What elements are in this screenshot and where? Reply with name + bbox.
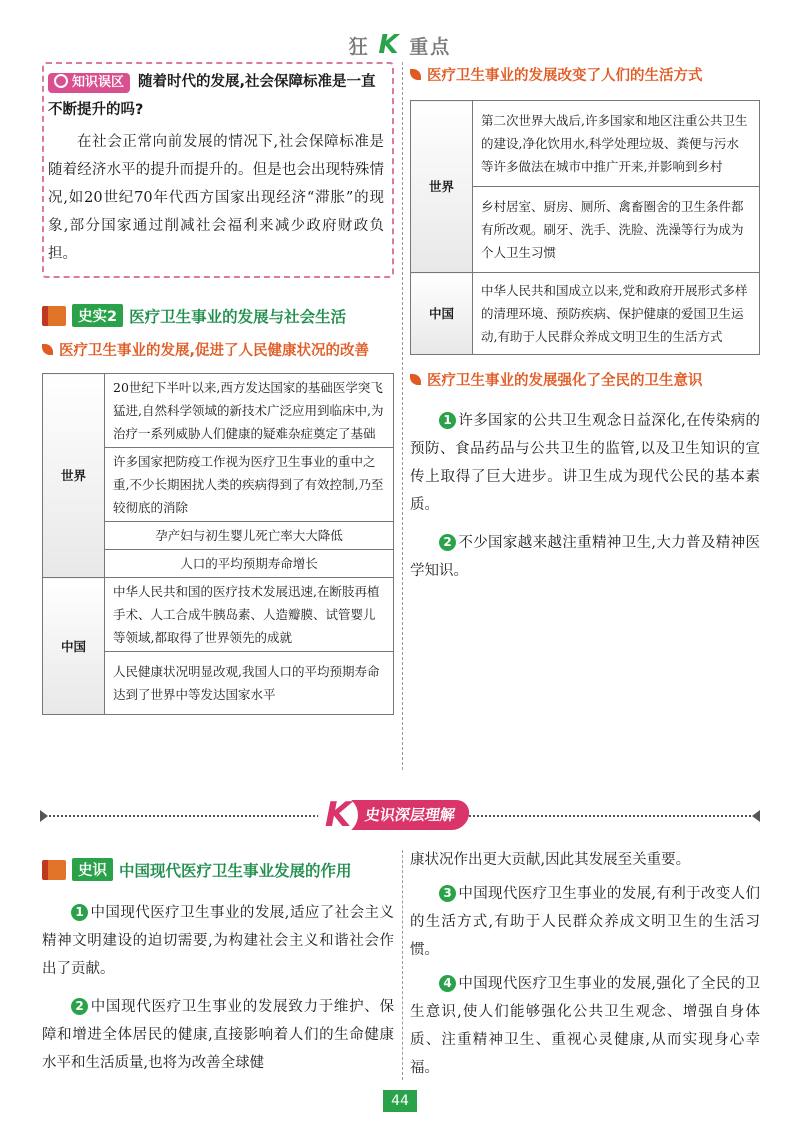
section2-title: 医疗卫生事业的发展与社会生活 bbox=[129, 307, 347, 326]
number-badge: 1 bbox=[71, 904, 88, 921]
point-text: 不少国家越来越注重精神卫生,大力普及精神医学知识。 bbox=[410, 535, 760, 579]
leaf-icon bbox=[410, 69, 421, 80]
bottom-left-column bbox=[42, 858, 394, 1077]
point-text: 许多国家的公共卫生观念日益深化,在传染病的预防、食品药品与公共卫生的监管,以及卫生知识的宣传上取得了巨大进步。讲卫生成为现代公民的基本素质。 bbox=[410, 413, 760, 513]
role-point-4 bbox=[410, 970, 760, 1082]
health-improvement-table bbox=[42, 373, 394, 715]
role-point-3 bbox=[410, 880, 760, 964]
awareness-point-1 bbox=[410, 407, 760, 519]
number-badge: 1 bbox=[439, 412, 456, 429]
table-row bbox=[43, 578, 394, 652]
misconception-question: 随着时代的发展,社会保障标准是一直不断提升的吗? bbox=[48, 74, 376, 118]
number-badge: 2 bbox=[439, 534, 456, 551]
number-badge: 4 bbox=[439, 975, 456, 992]
number-badge: 3 bbox=[439, 885, 456, 902]
misconception-tag-label: 知识误区 bbox=[72, 75, 125, 90]
region-world: 世界 bbox=[43, 374, 105, 578]
left-arrow-icon bbox=[40, 810, 48, 822]
right-column bbox=[410, 62, 760, 585]
leaf-icon bbox=[410, 374, 421, 385]
subheading-text: 医疗卫生事业的发展强化了全民的卫生意识 bbox=[427, 373, 703, 389]
table-row bbox=[411, 273, 760, 355]
table-cell: 第二次世界大战后,许多国家和地区注重公共卫生的建设,净化饮用水,科学处理垃圾、粪便与污水等许多做法在城市中推广开来,并影响到乡村 bbox=[473, 101, 760, 187]
table-cell: 乡村居室、厨房、厕所、禽畜圈舍的卫生条件都有所改观。刷牙、洗手、洗脸、洗澡等行为成为个人卫生习惯 bbox=[473, 187, 760, 273]
section2-label: 史实2 bbox=[72, 304, 123, 327]
table-cell: 孕产妇与初生婴儿死亡率大大降低 bbox=[105, 522, 394, 550]
table-row bbox=[411, 101, 760, 187]
section3-heading bbox=[42, 858, 394, 881]
left-column bbox=[42, 62, 394, 715]
bottom-right-column bbox=[410, 846, 760, 1082]
page-number: 44 bbox=[383, 1090, 417, 1112]
subheading-lifestyle bbox=[410, 62, 760, 90]
number-badge: 2 bbox=[71, 998, 88, 1015]
role-point-1 bbox=[42, 899, 394, 983]
awareness-point-2 bbox=[410, 529, 760, 585]
warning-icon bbox=[54, 74, 68, 88]
section3-label: 史识 bbox=[72, 858, 113, 881]
role-point-2 bbox=[42, 993, 394, 1077]
header-title-post: 重点 bbox=[409, 36, 452, 58]
misconception-answer: 在社会正常向前发展的情况下,社会保障标准是随着经济水平的提升而提升的。但是也会出现特殊情况,如20世纪70年代西方国家出现经济“滞胀”的现象,部分国家通过削减社会福利来减少政府财政负担。 bbox=[48, 134, 384, 262]
table-cell: 20世纪下半叶以来,西方发达国家的基础医学突飞猛进,自然科学领域的新技术广泛应用到临床中,为治疗一系列威胁人们健康的疑难杂症奠定了基础 bbox=[105, 374, 394, 448]
leaf-icon bbox=[42, 344, 53, 355]
column-divider-bottom bbox=[402, 850, 403, 1080]
region-china: 中国 bbox=[43, 578, 105, 715]
point-text: 中国现代医疗卫生事业的发展致力于维护、保障和增进全体居民的健康,直接影响着人们的生命健康水平和生活质量,也将为改善全球健 bbox=[42, 999, 394, 1071]
point-text: 中国现代医疗卫生事业的发展,强化了全民的卫生意识,使人们能够强化公共卫生观念、增强自身体质、注重精神卫生、重视心灵健康,从而实现身心幸福。 bbox=[410, 976, 760, 1076]
section2-heading bbox=[42, 304, 394, 327]
table-row bbox=[43, 374, 394, 448]
banner-k-logo: K bbox=[318, 795, 358, 835]
table-cell: 许多国家把防疫工作视为医疗卫生事业的重中之重,不少长期困扰人类的疾病得到了有效控制,乃至较彻底的消除 bbox=[105, 448, 394, 522]
column-divider-top bbox=[402, 62, 403, 770]
point-text: 中国现代医疗卫生事业的发展,有利于改变人们的生活方式,有助于人民群众养成文明卫生的生活习惯。 bbox=[410, 886, 760, 958]
section3-title: 中国现代医疗卫生事业发展的作用 bbox=[119, 861, 352, 880]
table-cell: 人口的平均预期寿命增长 bbox=[105, 550, 394, 578]
continuation-text: 康状况作出更大贡献,因此其发展至关重要。 bbox=[410, 852, 691, 868]
right-arrow-icon bbox=[752, 810, 760, 822]
knowledge-misconception-box bbox=[42, 62, 394, 278]
lifestyle-table bbox=[410, 100, 760, 355]
page-header bbox=[0, 30, 800, 60]
subheading-health-improvement bbox=[42, 337, 394, 365]
region-china: 中国 bbox=[411, 273, 473, 355]
header-k-logo: K bbox=[378, 30, 401, 60]
subheading-text: 医疗卫生事业的发展,促进了人民健康状况的改善 bbox=[59, 343, 370, 359]
misconception-tag bbox=[48, 73, 130, 93]
book-icon bbox=[42, 306, 66, 326]
point-text: 中国现代医疗卫生事业的发展,适应了社会主义精神文明建设的迫切需要,为构建社会主义和谐社会作出了贡献。 bbox=[42, 905, 394, 977]
book-icon bbox=[42, 860, 66, 880]
table-cell: 中华人民共和国成立以来,党和政府开展形式多样的清理环境、预防疾病、保护健康的爱国卫生运动,有助于人民群众养成文明卫生的生活方式 bbox=[473, 273, 760, 355]
subheading-hygiene-awareness bbox=[410, 367, 760, 395]
subheading-text: 医疗卫生事业的发展改变了人们的生活方式 bbox=[427, 68, 703, 84]
banner-text: 史识深层理解 bbox=[363, 806, 457, 824]
table-cell: 中华人民共和国的医疗技术发展迅速,在断肢再植手术、人工合成牛胰岛素、人造瓣膜、试管婴儿等领域,都取得了世界领先的成就 bbox=[105, 578, 394, 652]
header-title-pre: 狂 bbox=[348, 36, 370, 58]
table-cell: 人民健康状况明显改观,我国人口的平均预期寿命达到了世界中等发达国家水平 bbox=[105, 652, 394, 715]
region-world: 世界 bbox=[411, 101, 473, 273]
